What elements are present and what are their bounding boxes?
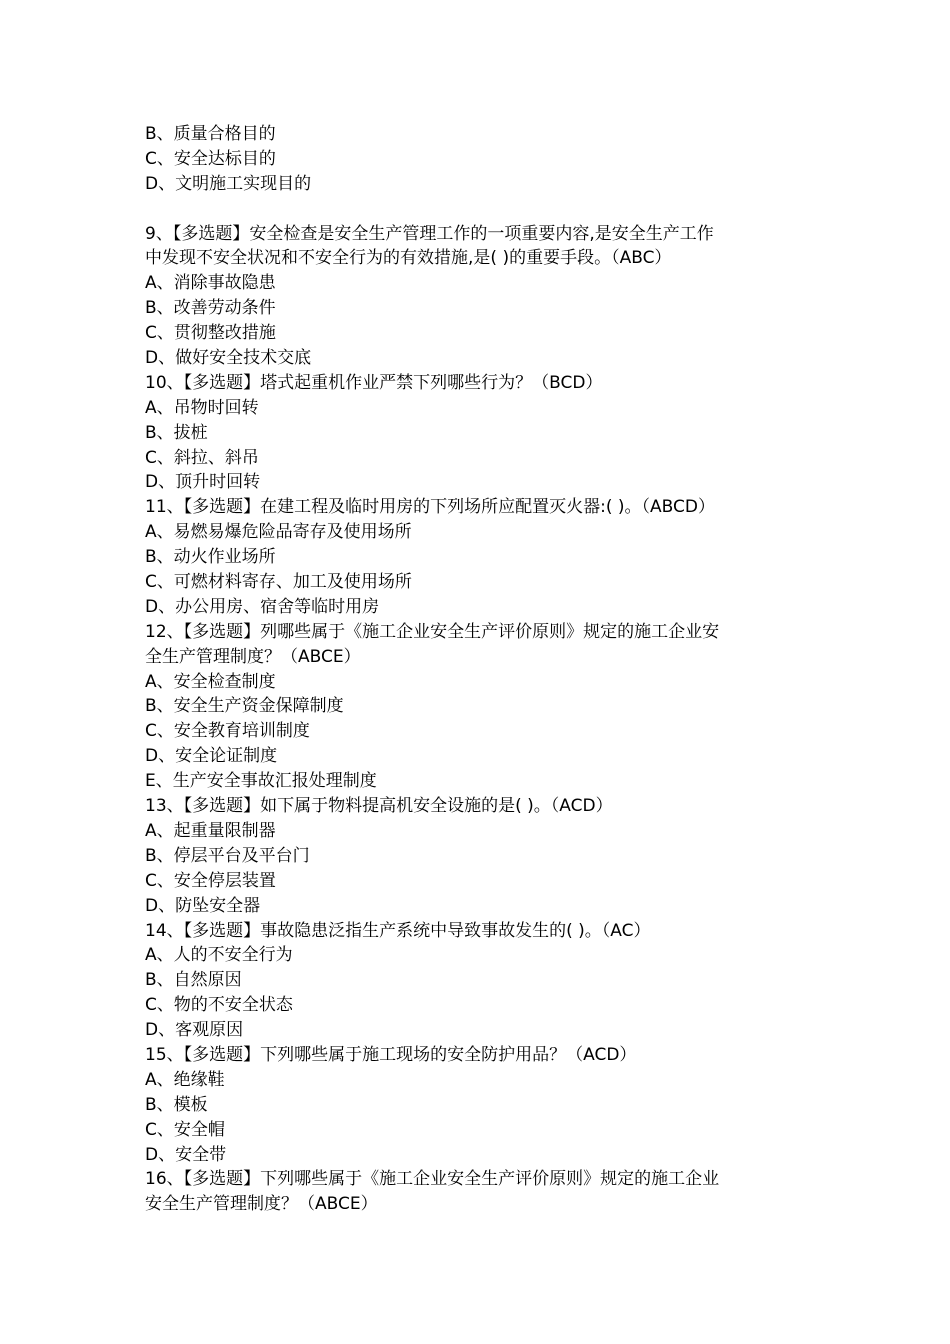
option-line: D、防坠安全器 xyxy=(145,895,261,916)
option-line: B、安全生产资金保障制度 xyxy=(145,696,344,717)
option-line: A、消除事故隐患 xyxy=(145,273,276,294)
option-line: C、物的不安全状态 xyxy=(145,995,293,1016)
document-page xyxy=(145,122,825,1217)
option-line: A、易燃易爆危险品寄存及使用场所 xyxy=(145,522,412,543)
option-line: A、绝缘鞋 xyxy=(145,1069,225,1090)
option-line: A、人的不安全行为 xyxy=(145,945,293,966)
option-line: B、自然原因 xyxy=(145,970,242,991)
question-line: 10、【多选题】塔式起重机作业严禁下列哪些行为？（BCD） xyxy=(145,372,603,393)
option-line: B、质量合格目的 xyxy=(145,124,276,144)
option-line: C、安全帽 xyxy=(145,1119,225,1140)
option-line: A、吊物时回转 xyxy=(145,397,259,418)
option-line: C、安全达标目的 xyxy=(145,148,276,169)
option-line: D、顶升时回转 xyxy=(145,472,261,493)
question-line: 中发现不安全状况和不安全行为的有效措施,是( )的重要手段。（ABC） xyxy=(145,248,672,269)
option-line: B、动火作业场所 xyxy=(145,547,276,568)
option-line: B、拔桩 xyxy=(145,422,208,443)
option-line: C、可燃材料寄存、加工及使用场所 xyxy=(145,572,412,593)
option-line: C、斜拉、斜吊 xyxy=(145,447,259,468)
option-line: A、安全检查制度 xyxy=(145,671,276,692)
option-line: A、起重量限制器 xyxy=(145,820,276,841)
option-line: C、安全停层装置 xyxy=(145,870,276,891)
option-line: D、做好安全技术交底 xyxy=(145,348,312,369)
option-line: C、贯彻整改措施 xyxy=(145,323,276,344)
question-line: 12、【多选题】列哪些属于《施工企业安全生产评价原则》规定的施工企业安 xyxy=(145,621,720,642)
question-line: 16、【多选题】下列哪些属于《施工企业安全生产评价原则》规定的施工企业 xyxy=(145,1169,720,1190)
option-line: D、客观原因 xyxy=(145,1020,244,1041)
question-line: 11、【多选题】在建工程及临时用房的下列场所应配置灭火器:( )。（ABCD） xyxy=(145,497,715,518)
option-line: C、安全教育培训制度 xyxy=(145,721,310,742)
question-line: 15、【多选题】下列哪些属于施工现场的安全防护用品？（ACD） xyxy=(145,1044,637,1065)
option-line: B、停层平台及平台门 xyxy=(145,845,310,866)
paragraph-gap xyxy=(145,197,825,222)
question-line: 全生产管理制度？（ABCE） xyxy=(145,646,361,667)
option-line: B、改善劳动条件 xyxy=(145,298,276,319)
option-line: D、文明施工实现目的 xyxy=(145,173,312,194)
question-line: 13、【多选题】如下属于物料提高机安全设施的是( )。（ACD） xyxy=(145,796,613,817)
question-line: 9、【多选题】安全检查是安全生产管理工作的一项重要内容,是安全生产工作 xyxy=(145,223,714,244)
option-line: D、办公用房、宿舍等临时用房 xyxy=(145,596,380,617)
option-line: E、生产安全事故汇报处理制度 xyxy=(145,771,377,792)
question-line: 安全生产管理制度？（ABCE） xyxy=(145,1194,378,1215)
question-line: 14、【多选题】事故隐患泛指生产系统中导致事故发生的( )。（AC） xyxy=(145,920,651,941)
option-line: B、模板 xyxy=(145,1094,208,1115)
option-line: D、安全论证制度 xyxy=(145,746,278,767)
option-line: D、安全带 xyxy=(145,1144,227,1165)
